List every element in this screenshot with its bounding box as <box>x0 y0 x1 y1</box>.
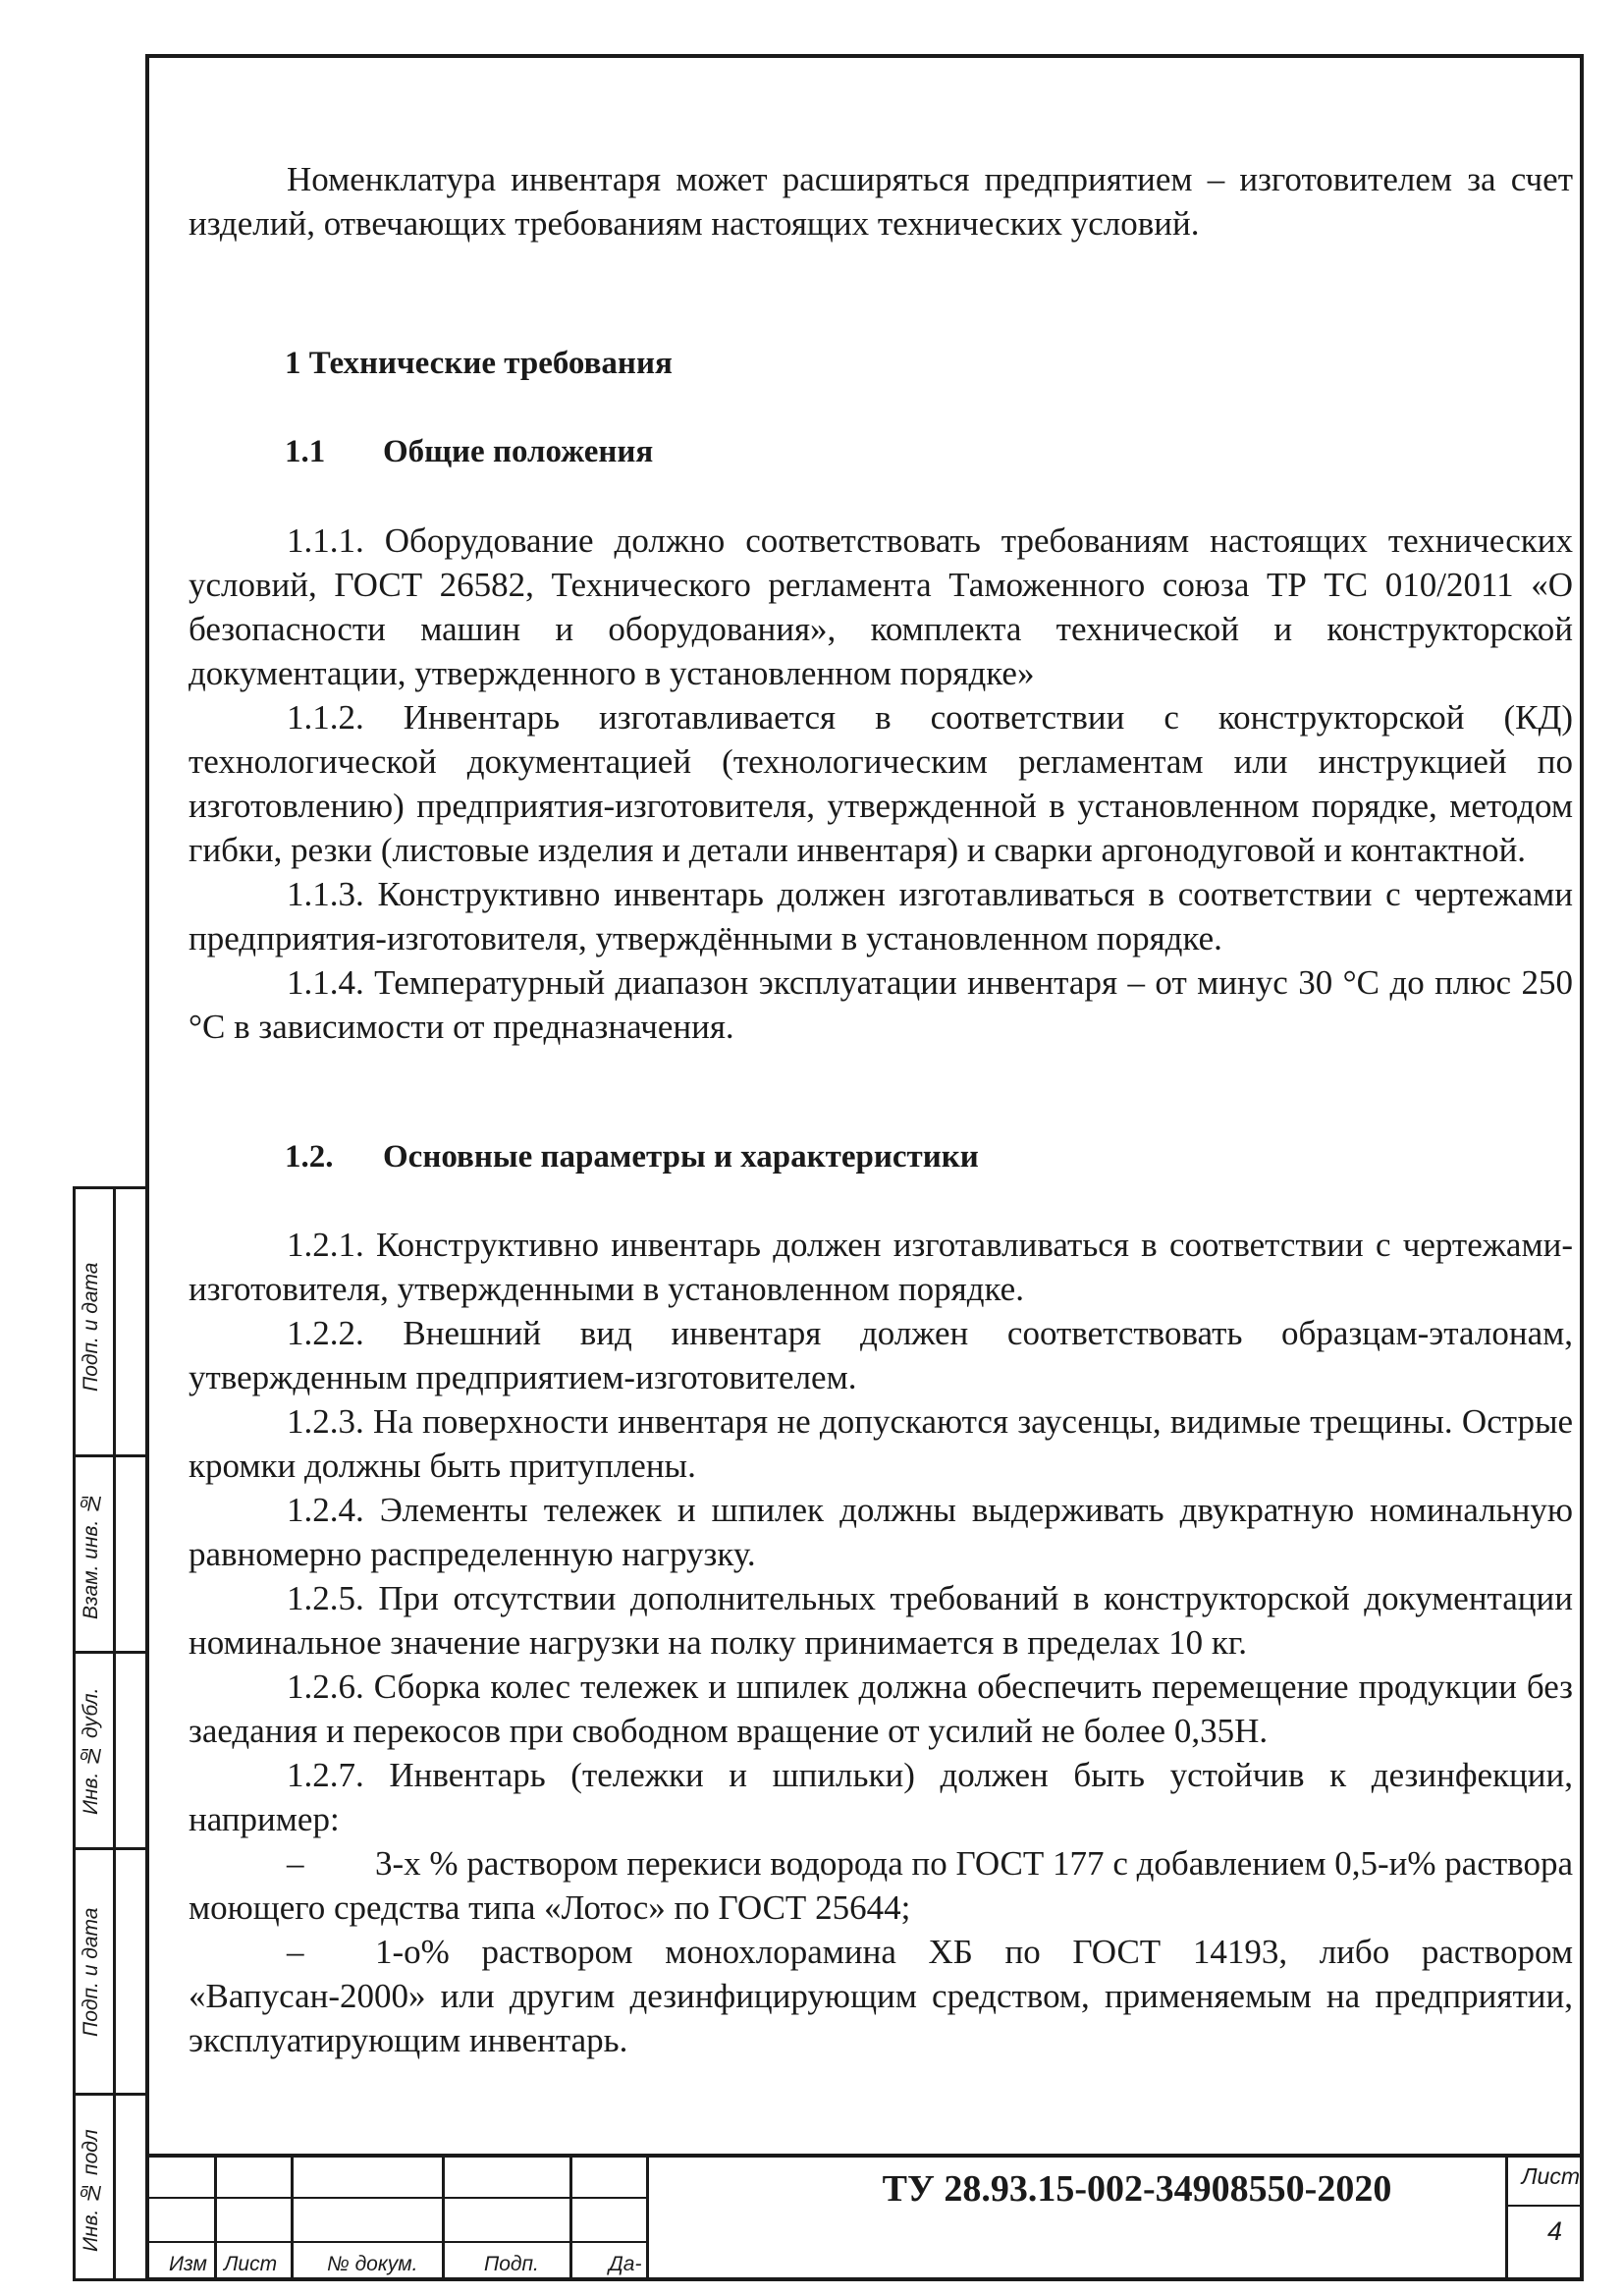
title-block-hline <box>1505 2205 1584 2207</box>
side-label-podp-data-1: Подп. и дата <box>80 1262 102 1392</box>
section-title: Основные параметры и характеристики <box>383 1139 979 1175</box>
title-block-vline <box>1505 2158 1508 2281</box>
paragraph: 1.2.1. Конструктивно инвентарь должен изготавливаться в соответствии с чертежами-изготовителя, утвержденными в установленном порядке. <box>189 1226 1573 1308</box>
izm-label: Изм <box>169 2253 207 2275</box>
title-block-vline <box>291 2158 294 2281</box>
document-code: ТУ 28.93.15-002-34908550-2020 <box>882 2168 1392 2210</box>
list-item <box>189 1841 1573 1930</box>
side-strip-row-line <box>76 1847 146 1850</box>
date-label: Да- <box>609 2253 642 2275</box>
paragraph: 1.2.4. Элементы тележек и шпилек должны выдерживать двукратную номинальную равномерно распределенную нагрузку. <box>189 1491 1573 1573</box>
side-label-podp-data-2: Подп. и дата <box>80 1907 102 2038</box>
section-number: 1.2. <box>285 1139 334 1175</box>
intro-paragraph: Номенклатура инвентаря может расширяться предприятием – изготовителем за счет изделий, отвечающих требованиям настоящих технических условий. <box>189 160 1573 243</box>
document-body <box>189 157 1573 246</box>
paragraph: 1.2.6. Сборка колес тележек и шпилек должна обеспечить перемещение продукции без заедания и перекосов при свободном вращение от усилий не более 0,35Н. <box>189 1667 1573 1750</box>
section-1-1-heading <box>285 434 653 470</box>
section-1-2-heading <box>285 1139 979 1175</box>
section-1-2-body <box>189 1223 1573 2062</box>
side-strip-row-line <box>76 2093 146 2096</box>
side-strip-row-line <box>76 1454 146 1457</box>
paragraph: 1.2.5. При отсутствии дополнительных требований в конструкторской документации номинальное значение нагрузки на полку принимается в пределах 10 кг. <box>189 1579 1573 1662</box>
paragraph: 1.1.2. Инвентарь изготавливается в соответствии с конструкторской (КД) технологической документацией (технологическим регламентам или инструкцией по изготовлению) предприятия-изготовителя, утвержденной в установленном порядке, методом гибки, резки (листовые изделия и детали инвентаря) и сварки аргонодуговой и контактной. <box>189 698 1573 869</box>
section-1-heading: 1 Технические требования <box>285 346 673 381</box>
list-item <box>189 1930 1573 2062</box>
dash-marker: – <box>287 1933 304 1971</box>
doc-number-label: № докум. <box>327 2253 418 2275</box>
list-item-text: 3-х % раствором перекиси водорода по ГОСТ 177 с добавлением 0,5-и% раствора моющего средства типа «Лотос» по ГОСТ 25644; <box>189 1844 1573 1927</box>
list-item-text: 1-о% раствором монохлорамина ХБ по ГОСТ 14193, либо раствором «Вапусан-2000» или другим дезинфицирующим средством, применяемым на предприятии, эксплуатирующим инвентарь. <box>189 1933 1573 2059</box>
title-block-hline <box>145 2241 646 2243</box>
section-title: Общие положения <box>383 434 654 469</box>
section-number: 1.1 <box>285 434 326 469</box>
title-block-vline <box>442 2158 445 2281</box>
paragraph: 1.2.3. На поверхности инвентаря не допускаются заусенцы, видимые трещины. Острые кромки должны быть притуплены. <box>189 1402 1573 1485</box>
section-1-1-body <box>189 519 1573 1049</box>
list-label: Лист <box>224 2253 278 2275</box>
title-block-vline <box>214 2158 217 2281</box>
side-strip-row-line <box>76 1651 146 1654</box>
paragraph: 1.1.4. Температурный диапазон эксплуатации инвентаря – от минус 30 °С до плюс 250 °С в зависимости от предназначения. <box>189 963 1573 1046</box>
sheet-label: Лист <box>1521 2163 1580 2189</box>
dash-marker: – <box>287 1844 304 1883</box>
side-label-inv-dubl: Инв. № дубл. <box>80 1687 102 1816</box>
title-block-hline <box>145 2197 646 2199</box>
paragraph: 1.1.1. Оборудование должно соответствовать требованиям настоящих технических условий, ГОСТ 26582, Технического регламента Таможенного союза ТР ТС 010/2011 «О безопасности машин и оборудования», комплекта технической и конструкторской документации, утвержденного в установленном порядке» <box>189 521 1573 692</box>
side-strip-divider <box>113 1189 116 2278</box>
sheet-number: 4 <box>1546 2216 1562 2246</box>
side-label-inv-podl: Инв. № подл <box>80 2129 102 2253</box>
side-label-vzam-inv: Взам. инв. № <box>80 1491 102 1619</box>
title-block <box>145 2154 1584 2281</box>
paragraph: 1.1.3. Конструктивно инвентарь должен изготавливаться в соответствии с чертежами предприятия-изготовителя, утверждёнными в установленном порядке. <box>189 875 1573 957</box>
signature-label: Подп. <box>484 2253 539 2275</box>
side-stamp-strip <box>73 1186 149 2281</box>
paragraph: 1.2.7. Инвентарь (тележки и шпильки) должен быть устойчив к дезинфекции, например: <box>189 1756 1573 1838</box>
title-block-vline <box>646 2158 649 2281</box>
title-block-vline <box>569 2158 572 2281</box>
paragraph: 1.2.2. Внешний вид инвентаря должен соответствовать образцам-эталонам, утвержденным предприятием-изготовителем. <box>189 1314 1573 1396</box>
